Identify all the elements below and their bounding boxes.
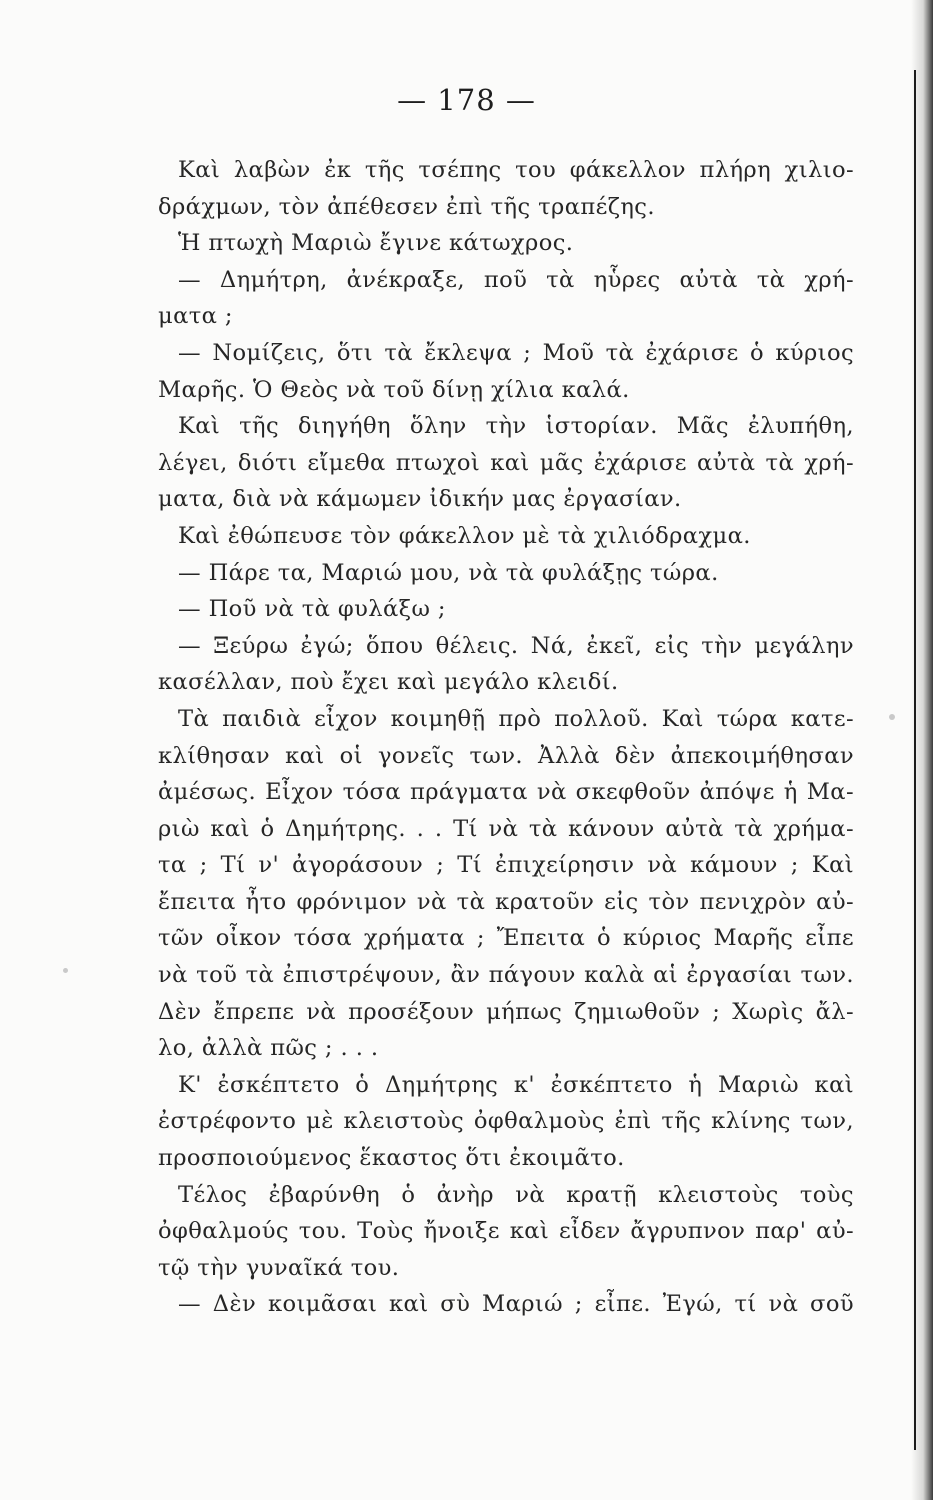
text-line: — Δὲν κοιμᾶσαι καὶ σὺ Μαριώ ; εἶπε. Ἐγώ, τί νὰ σοῦ [178, 1291, 854, 1318]
text-line: — Δημήτρη, ἀνέκραξε, ποῦ τὰ ηὗρες αὐτὰ τὰ χρή- [178, 266, 854, 293]
text-line: τῷ τὴν γυναῖκά του. [158, 1254, 400, 1281]
text-line: τῶν οἶκον τόσα χρήματα ; Ἔπειτα ὁ κύριος Μαρῆς εἶπε [158, 925, 854, 952]
text-line: λέγει, διότι εἴμεθα πτωχοὶ καὶ μᾶς ἐχάρισε αὐτὰ τὰ χρή- [158, 449, 854, 476]
text-line: Δὲν ἔπρεπε νὰ προσέξουν μήπως ζημιωθοῦν ; Χωρὶς ἄλ- [158, 998, 854, 1025]
text-line: Κ' ἐσκέπτετο ὁ Δημήτρης κ' ἐσκέπτετο ἡ Μαριὼ καὶ [178, 1071, 854, 1098]
ink-spot [889, 714, 895, 720]
text-line: ὀφθαλμούς του. Τοὺς ἤνοιξε καὶ εἶδεν ἄγρυπνον παρ' αὐ- [158, 1218, 854, 1245]
text-line: — Πάρε τα, Μαριώ μου, νὰ τὰ φυλάξῃς τώρα. [178, 559, 719, 586]
text-line: Καὶ λαβὼν ἐκ τῆς τσέπης του φάκελλον πλήρη χιλιο- [178, 157, 854, 183]
text-line: ριὼ καὶ ὁ Δημήτρης. . . Τί νὰ τὰ κάνουν αὐτὰ τὰ χρήμα- [158, 815, 854, 842]
text-line: Τὰ παιδιὰ εἶχον κοιμηθῇ πρὸ πολλοῦ. Καὶ τώρα κατε- [178, 705, 854, 732]
text-line: — Νομίζεις, ὅτι τὰ ἔκλεψα ; Μοῦ τὰ ἐχάρισε ὁ κύριος [178, 339, 854, 366]
text-line: — Ξεύρω ἐγώ; ὅπου θέλεις. Νά, ἐκεῖ, εἰς τὴν μεγάλην [178, 632, 854, 659]
ink-spot [63, 968, 68, 973]
page-number-header: — 178 — [397, 83, 536, 117]
text-line: λο, ἀλλὰ πῶς ; . . . [158, 1035, 379, 1062]
text-line: ἐστρέφοντο μὲ κλειστοὺς ὀφθαλμοὺς ἐπὶ τῆς κλίνης των, [158, 1108, 854, 1135]
text-line: — Ποῦ νὰ τὰ φυλάξω ; [178, 596, 446, 623]
text-line: ματα ; [158, 303, 233, 330]
text-line: κλίθησαν καὶ οἱ γονεῖς των. Ἀλλὰ δὲν ἀπεκοιμήθησαν [158, 742, 854, 769]
text-line: ματα, διὰ νὰ κάμωμεν ἰδικήν μας ἐργασίαν. [158, 486, 682, 513]
text-line: Καὶ ἐθώπευσε τὸν φάκελλον μὲ τὰ χιλιόδραχμα. [178, 522, 751, 549]
text-line: ἀμέσως. Εἶχον τόσα πράγματα νὰ σκεφθοῦν ἀπόψε ἡ Μα- [158, 779, 854, 806]
page-edge-line [914, 70, 916, 1450]
text-line: κασέλλαν, ποὺ ἔχει καὶ μεγάλο κλειδί. [158, 669, 619, 696]
text-line: Καὶ τῆς διηγήθη ὅλην τὴν ἱστορίαν. Μᾶς ἐλυπήθη, [178, 413, 854, 440]
text-line: νὰ τοῦ τὰ ἐπιστρέψουν, ἂν πάγουν καλὰ αἱ ἐργασίαι των. [158, 962, 854, 989]
text-line: Τέλος ἐβαρύνθη ὁ ἀνὴρ νὰ κρατῇ κλειστοὺς τοὺς [178, 1181, 854, 1208]
text-line: Μαρῆς. Ὁ Θεὸς νὰ τοῦ δίνῃ χίλια καλά. [158, 376, 630, 403]
text-line: Ἡ πτωχὴ Μαριὼ ἔγινε κάτωχρος. [178, 230, 574, 257]
text-line: δράχμων, τὸν ἀπέθεσεν ἐπὶ τῆς τραπέζης. [158, 193, 655, 220]
text-line: τα ; Τί ν' ἀγοράσουν ; Τί ἐπιχείρησιν νὰ κάμουν ; Καὶ [158, 852, 854, 879]
text-line: ἔπειτα ἦτο φρόνιμον νὰ τὰ κρατοῦν εἰς τὸν πενιχρὸν αὐ- [158, 888, 854, 915]
text-line: προσποιούμενος ἕκαστος ὅτι ἐκοιμᾶτο. [158, 1145, 625, 1172]
body-text [158, 152, 854, 1323]
